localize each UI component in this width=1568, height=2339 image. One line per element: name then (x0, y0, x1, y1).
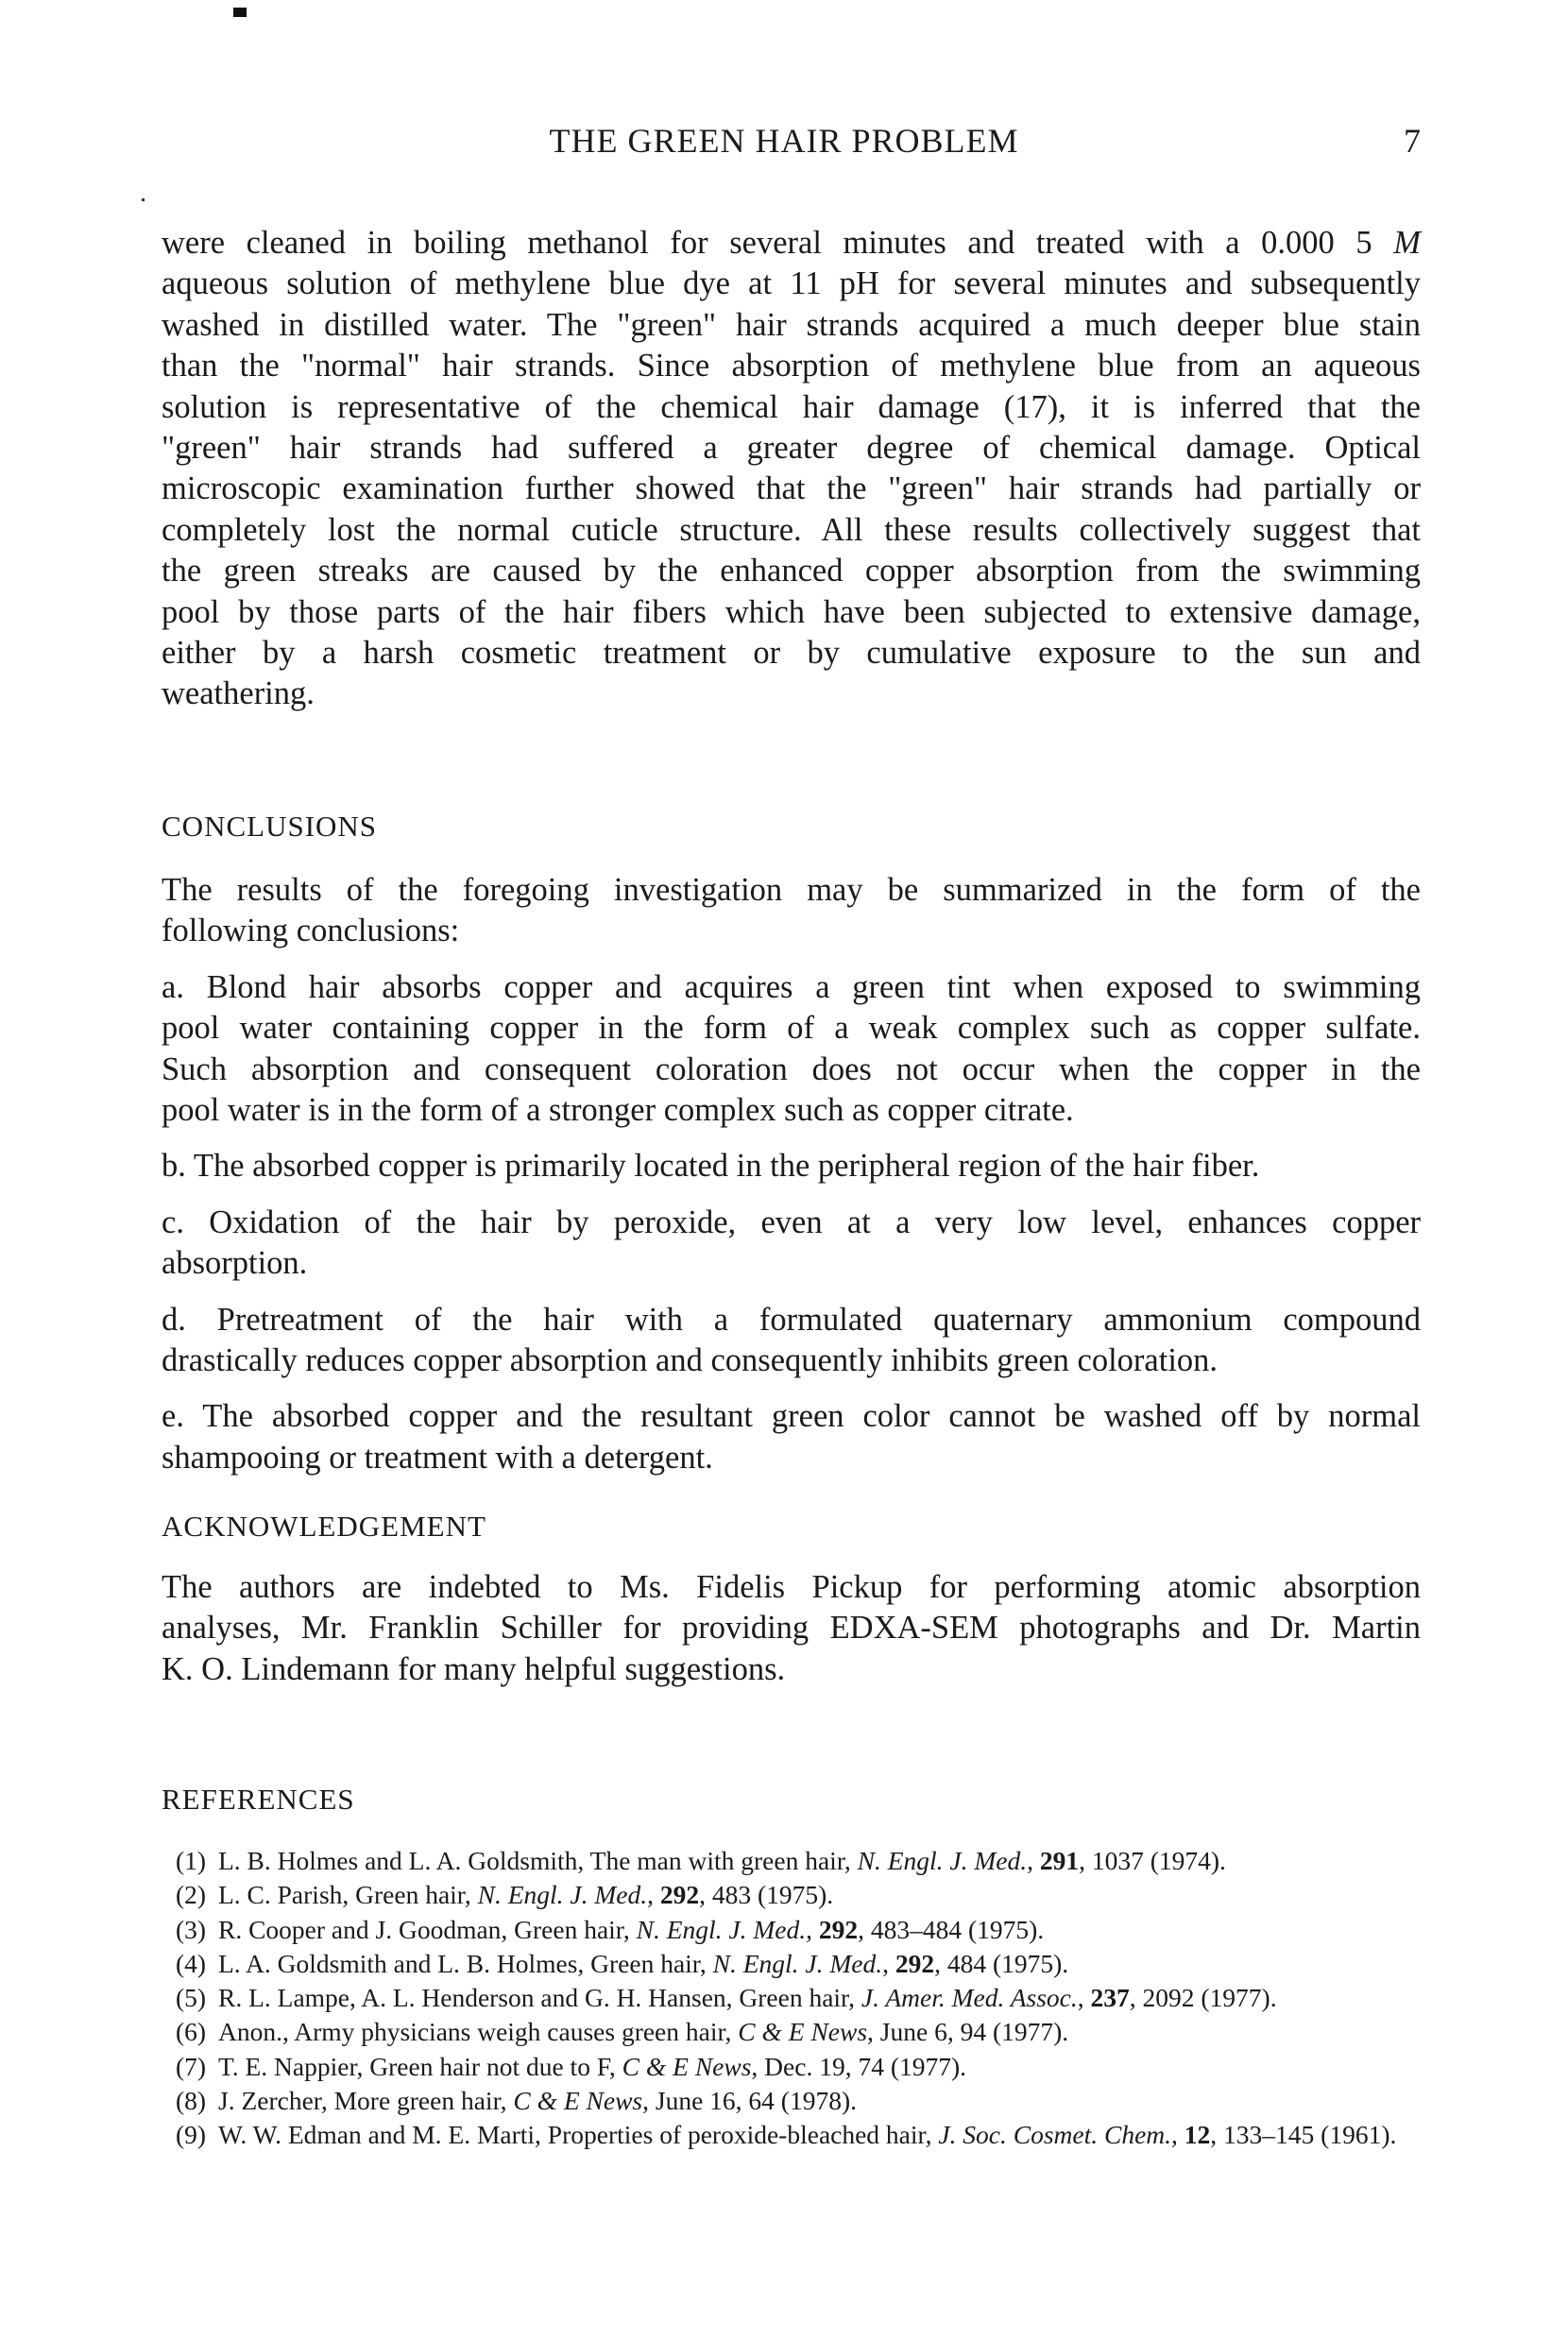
reference-volume: 12 (1184, 2120, 1211, 2150)
reference-journal: N. Engl. J. Med. (712, 1948, 883, 1978)
text-line (162, 1340, 1421, 1381)
text-line (162, 1649, 1421, 1690)
reference-text: , June 16, 64 (1978). (642, 2086, 857, 2116)
text-line (162, 1050, 1421, 1090)
text-line (162, 428, 1421, 469)
reference-text: , June 6, 94 (1977). (867, 2017, 1069, 2047)
line-text: washed in distilled water. The "green" hair strands acquired a much deeper blue stain (162, 306, 1421, 343)
conclusions-body (162, 870, 1421, 1478)
text-line (162, 305, 1421, 346)
reference-text: Anon., Army physicians weigh causes green hair, (218, 2017, 739, 2047)
text-line (162, 1567, 1421, 1608)
line-text: a. Blond hair absorbs copper and acquires a green tint when exposed to swimming (162, 968, 1421, 1005)
line-text: than the "normal" hair strands. Since absorption of methylene blue from an aqueous (162, 348, 1421, 384)
line-text: microscopic examination further showed that the "green" hair strands had partially or (162, 470, 1421, 507)
text-line (162, 1243, 1421, 1284)
reference-text: W. W. Edman and M. E. Marti, Properties of peroxide-bleached hair, (218, 2120, 939, 2150)
text-line (162, 1438, 1421, 1478)
acknowledgement-body (162, 1567, 1421, 1690)
text-line (162, 551, 1421, 591)
reference-text: R. Cooper and J. Goodman, Green hair, (218, 1914, 637, 1944)
reference-volume: 237 (1090, 1983, 1130, 2013)
reference-text: , 484 (1975). (934, 1948, 1069, 1978)
text-line (162, 1008, 1421, 1049)
reference-text: , 133–145 (1961). (1210, 2120, 1397, 2150)
reference-item (162, 1878, 1423, 1912)
reference-item (162, 2050, 1423, 2084)
reference-text: L. C. Parish, Green hair, (218, 1880, 478, 1910)
reference-text: , 1037 (1974). (1079, 1846, 1226, 1875)
line-text: pool water is in the form of a stronger complex such as copper citrate. (162, 1091, 1074, 1128)
line-text: absorption. (162, 1245, 308, 1282)
line-text: following conclusions: (162, 913, 460, 949)
line-text: "green" hair strands had suffered a greater degree of chemical damage. Optical (162, 429, 1421, 466)
line-text: pool by those parts of the hair fibers which have been subjected to extensive damage, (162, 593, 1421, 630)
reference-text: L. A. Goldsmith and L. B. Holmes, Green hair, (218, 1948, 713, 1978)
reference-journal: N. Engl. J. Med. (857, 1846, 1028, 1875)
reference-text: J. Zercher, More green hair, (218, 2086, 514, 2116)
text-line (162, 674, 1421, 714)
reference-item (162, 2015, 1423, 2049)
reference-journal: J. Amer. Med. Assoc. (861, 1983, 1078, 2013)
text-line (162, 592, 1421, 633)
text-line (162, 1300, 1421, 1340)
line-text: solution is representative of the chemical hair damage (17), it is inferred that the (162, 388, 1421, 425)
reference-item (162, 1981, 1423, 2015)
reference-text: , 2092 (1977). (1129, 1983, 1277, 2013)
line-text: e. The absorbed copper and the resultant green color cannot be washed off by normal (162, 1398, 1421, 1435)
reference-journal: J. Soc. Cosmet. Chem. (938, 2120, 1172, 2150)
reference-text: , (806, 1914, 819, 1944)
reference-text: , (1027, 1846, 1040, 1875)
reference-item (162, 1947, 1423, 1981)
line-text: K. O. Lindemann for many helpful suggestions. (162, 1650, 786, 1687)
reference-text: T. E. Nappier, Green hair not due to F, (218, 2051, 622, 2081)
reference-text: L. B. Holmes and L. A. Goldsmith, The man with green hair, (218, 1846, 858, 1875)
line-text: d. Pretreatment of the hair with a formulated quaternary ammonium compound (162, 1301, 1421, 1338)
reference-number: (1) (176, 1846, 207, 1875)
page-number: 7 (1404, 122, 1422, 160)
reference-text: R. L. Lampe, A. L. Henderson and G. H. Hansen, Green hair, (218, 1983, 861, 2013)
acknowledgement-heading: ACKNOWLEDGEMENT (162, 1510, 486, 1543)
scan-mark (233, 8, 247, 17)
reference-item (162, 1844, 1423, 1878)
text-line (162, 1608, 1421, 1648)
text-line (162, 1203, 1421, 1243)
text-line (162, 387, 1421, 428)
line-text: shampooing or treatment with a detergent. (162, 1439, 713, 1476)
conclusions-heading: CONCLUSIONS (162, 810, 378, 843)
reference-journal: C & E News (513, 2086, 643, 2116)
text-line (162, 870, 1421, 911)
line-text: Such absorption and consequent coloration does not occur when the copper in the (162, 1050, 1421, 1087)
reference-number: (3) (176, 1914, 207, 1944)
line-text: analyses, Mr. Franklin Schiller for providing EDXA-SEM photographs and Dr. Martin (162, 1610, 1421, 1647)
reference-number: (7) (176, 2051, 207, 2081)
reference-number: (2) (176, 1880, 207, 1910)
text-line (162, 911, 1421, 951)
reference-item (162, 1913, 1423, 1947)
reference-number: (4) (176, 1948, 207, 1978)
text-line (162, 1090, 1421, 1131)
reference-list (162, 1844, 1423, 2153)
line-text: aqueous solution of methylene blue dye at 11 pH for several minutes and subsequently (162, 265, 1421, 302)
text-line (162, 633, 1421, 674)
text-line (162, 469, 1421, 509)
reference-item (162, 2118, 1423, 2152)
reference-journal: N. Engl. J. Med. (636, 1914, 807, 1944)
reference-volume: 291 (1039, 1846, 1080, 1875)
reference-text: , 483 (1975). (699, 1880, 834, 1910)
reference-journal: C & E News (622, 2051, 752, 2081)
reference-text: , (1077, 1983, 1091, 2013)
text-line (162, 346, 1421, 386)
text-line (162, 967, 1421, 1008)
line-text: c. Oxidation of the hair by peroxide, even at a very low level, enhances copper (162, 1204, 1421, 1240)
text-line (162, 1146, 1421, 1187)
reference-number: (5) (176, 1983, 207, 2013)
line-text: were cleaned in boiling methanol for several minutes and treated with a 0.000 5 (162, 225, 1372, 261)
line-text: pool water containing copper in the form of a weak complex such as copper sulfate. (162, 1010, 1421, 1047)
references-heading: REFERENCES (162, 1783, 355, 1816)
running-title: THE GREEN HAIR PROBLEM (549, 122, 1019, 160)
line-text: The results of the foregoing investigation may be summarized in the form of the (162, 872, 1421, 908)
reference-text: , (1171, 2120, 1185, 2150)
reference-text: , (647, 1880, 660, 1910)
molarity-symbol: M (1393, 225, 1422, 261)
line-text: b. The absorbed copper is primarily located in the peripheral region of the hair fiber. (162, 1148, 1260, 1185)
reference-text: , Dec. 19, 74 (1977). (751, 2051, 967, 2081)
reference-number: (8) (176, 2086, 207, 2116)
line-text: completely lost the normal cuticle structure. All these results collectively suggest that (162, 511, 1421, 548)
reference-number: (9) (176, 2120, 207, 2150)
reference-item (162, 2084, 1423, 2118)
reference-volume: 292 (895, 1948, 935, 1978)
line-text: drastically reduces copper absorption and consequently inhibits green coloration. (162, 1341, 1219, 1378)
reference-volume: 292 (659, 1880, 700, 1910)
scan-speck (142, 198, 145, 201)
reference-journal: C & E News (738, 2017, 868, 2047)
text-line (162, 1396, 1421, 1437)
line-text: the green streaks are caused by the enhanced copper absorption from the swimming (162, 553, 1421, 589)
line-text: either by a harsh cosmetic treatment or by cumulative exposure to the sun and (162, 634, 1421, 671)
reference-text: , (882, 1948, 895, 1978)
text-line (162, 223, 1421, 264)
intro-paragraph (162, 223, 1421, 715)
reference-number: (6) (176, 2017, 207, 2047)
reference-volume: 292 (818, 1914, 859, 1944)
line-text: The authors are indebted to Ms. Fidelis Pickup for performing atomic absorption (162, 1569, 1421, 1605)
reference-journal: N. Engl. J. Med. (477, 1880, 648, 1910)
line-text: weathering. (162, 675, 315, 712)
reference-text: , 483–484 (1975). (858, 1914, 1045, 1944)
text-line (162, 510, 1421, 551)
text-line (162, 264, 1421, 304)
